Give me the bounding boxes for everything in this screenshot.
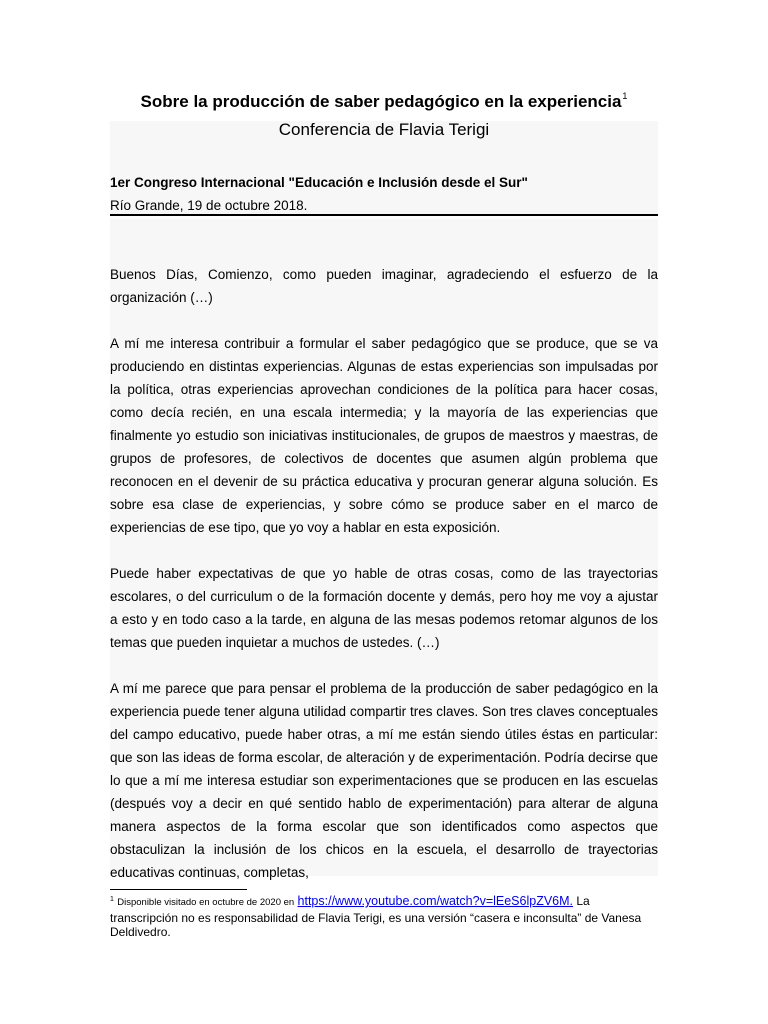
paragraph: Puede haber expectativas de que yo hable de otras cosas, como de las trayectorias escolares, o del curriculum o de la formación docente y demás, pero hoy me voy a ajustar a esto y en todo caso a la tarde, en alguna de las mesas podemos retomar algunos de los temas que pueden inquietar a muchos de ustedes. (…)	[110, 566, 658, 650]
header-divider	[110, 214, 658, 216]
footnote	[110, 893, 658, 940]
place-date: Río Grande, 19 de octubre 2018.	[110, 198, 308, 213]
paragraph: Buenos Días, Comienzo, como pueden imaginar, agradeciendo el esfuerzo de la organización (…)	[110, 267, 658, 305]
document-title	[0, 84, 768, 114]
footnote-lead: Disponible visitado en octubre de 2020 en	[117, 897, 295, 908]
footnote-mark: 1	[110, 896, 114, 903]
footnote-link[interactable]: https://www.youtube.com/watch?v=lEeS6lpZV6M.	[297, 894, 574, 908]
congress-name: 1er Congreso Internacional "Educación e Inclusión desde el Sur"	[110, 175, 528, 190]
paragraph: A mí me parece que para pensar el problema de la producción de saber pedagógico en la experiencia puede tener alguna utilidad compartir tres claves. Son tres claves conceptuales del campo educativo, puede haber otras, a mí me están siendo útiles éstas en particular: que son las ideas de forma escolar, de alteración y de experimentación. Podría decirse que lo que a mí me interesa estudiar son experimentaciones que se producen en las escuelas (después voy a decir en qué sentido hablo de experimentación) para alterar de alguna manera aspectos de la forma escolar que son identificados como aspectos que obstaculizan la inclusión de los chicos en la escuela, el desarrollo de trayectorias educativas continuas, completas,	[110, 681, 658, 880]
title-footnote-mark: 1	[622, 91, 628, 101]
paragraph: A mí me interesa contribuir a formular el saber pedagógico que se produce, que se va produciendo en distintas experiencias. Algunas de estas experiencias son impulsadas por la política, otras experiencias aprovechan condiciones de la política para hacer cosas, como decía recién, en una escala intermedia; y la mayoría de las experiencias que finalmente yo estudio son iniciativas institucionales, de grupos de maestros y maestras, de grupos de profesores, de colectivos de docentes que asumen algún problema que reconocen en el devenir de su práctica educativa y procuran generar alguna solución. Es sobre esa clase de experiencias, y sobre cómo se produce saber en el marco de experiencias de ese tipo, que yo voy a hablar en esta exposición.	[110, 336, 658, 535]
title-text: Sobre la producción de saber pedagógico en la experiencia	[140, 92, 622, 111]
document-body	[110, 263, 658, 880]
footnote-text: La transcripción no es responsabilidad de Flavia Terigi, es una versión “casera e inconsulta” de Vanesa Deldivedro.	[110, 894, 642, 939]
document-subtitle: Conferencia de Flavia Terigi	[278, 120, 490, 139]
footnote-divider	[110, 889, 247, 890]
